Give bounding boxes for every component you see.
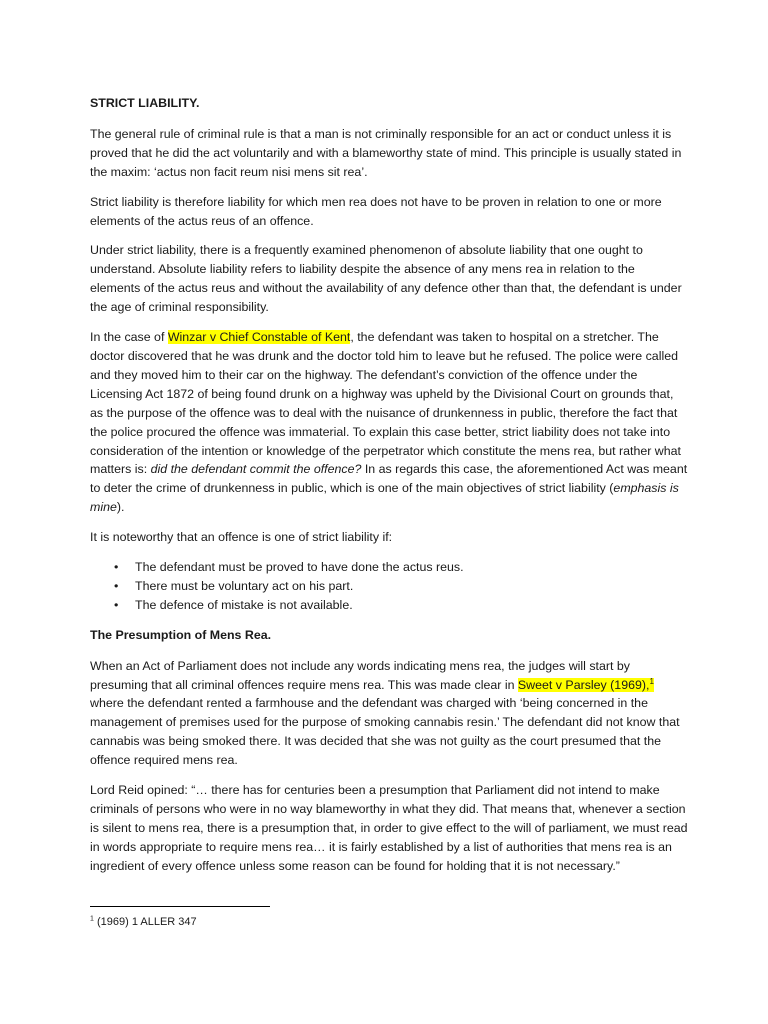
conditions-list [90, 558, 688, 615]
list-item-text: The defendant must be proved to have done the actus reus. [135, 560, 464, 575]
document-title: STRICT LIABILITY. [90, 96, 200, 110]
paragraph-lord-reid-quote: Lord Reid opined: “… there has for centuries been a presumption that Parliament did not intend to make criminals of persons who were in no way blameworthy in what they did. That means that, whenever a section is silent to mens rea, there is a presumption that, in order to give effect to the will of parliament, we must read in words appropriate to require mens rea… it is fairly established by a list of authorities that mens rea is an ingredient of every offence unless some reason can be found for holding that it is not necessary.” [90, 783, 688, 873]
footnote-text: (1969) 1 ALLER 347 [93, 916, 197, 928]
text-segment: , the defendant was taken to hospital on a stretcher. The doctor discovered that he was drunk and the doctor told him to leave but he refused. The police were called and they moved him to their car on the highway. The defendant’s conviction of the offence under the Licensing Act 1872 of being found drunk on a highway was upheld by the Divisional Court on grounds that, as the purpose of the offence was to deal with the nuisance of drunkenness in public, therefore the fact that the police procured the offence was immaterial. To explain this case better, strict liability does not take into consideration of the intention or knowledge of the perpetrator which constitute the mens rea, but rather what matters is: [90, 330, 681, 477]
paragraph-strict-liability-definition: Strict liability is therefore liability for which men rea does not have to be proven in relation to one or more elements of the actus reus of an offence. [90, 194, 662, 228]
italic-question: did the defendant commit the offence? [150, 462, 362, 477]
text-segment: where the defendant rented a farmhouse and the defendant was charged with ‘being concerned in the management of premises used for the purpose of smoking cannabis resin.’ The defendant did not know that cannabis was being smoked there. It was decided that she was not guilty as the court presumed that the offence required mens rea. [90, 696, 680, 768]
text-segment: When an Act of Parliament does not include any words indicating mens rea, the judges will start by presuming that all criminal offences require mens rea. This was made clear in [90, 658, 630, 692]
paragraph-winzar-case [90, 328, 688, 517]
paragraph-general-rule: The general rule of criminal rule is that a man is not criminally responsible for an act or conduct unless it is proved that he did the act voluntarily and with a blameworthy state of mind. This principle is usually stated in the maxim: ‘actus non facit reum nisi mens sit rea’. [90, 126, 682, 179]
list-item [114, 577, 688, 596]
bullet-icon: • [114, 578, 119, 593]
list-item-text: The defence of mistake is not available. [135, 597, 353, 612]
case-name-highlight-sweet [518, 678, 654, 692]
text-segment: ). [116, 500, 125, 515]
footnote-reference[interactable]: 1 [649, 676, 654, 686]
footnote-separator [90, 906, 270, 907]
list-item [114, 596, 688, 615]
paragraph-absolute-liability: Under strict liability, there is a frequently examined phenomenon of absolute liability that one ought to understand. Absolute liability refers to liability despite the absence of any mens rea in relation to the elements of the actus reus and without the availability of any defence other than that, the defendant is under the age of criminal responsibility. [90, 243, 682, 315]
footnote-number: 1 [90, 915, 94, 923]
italic-emphasis: emphasis is mine [90, 481, 679, 515]
list-item-text: There must be voluntary act on his part. [135, 578, 354, 593]
paragraph-sweet-v-parsley [90, 657, 688, 770]
text-segment: In the case of [90, 330, 168, 345]
case-name-highlight-winzar: Winzar v Chief Constable of Kent [167, 330, 351, 345]
list-item [114, 558, 688, 577]
bullet-icon: • [114, 597, 119, 612]
text-segment: In as regards this case, the aforementioned Act was meant to deter the crime of drunkenness in public, which is one of the main objectives of strict liability ( [90, 462, 688, 496]
bullet-icon: • [114, 560, 119, 575]
section-heading-presumption: The Presumption of Mens Rea. [90, 627, 272, 642]
footnote [90, 914, 197, 930]
paragraph-strict-liability-if: It is noteworthy that an offence is one of strict liability if: [90, 530, 393, 545]
case-name-text: Sweet v Parsley (1969), [517, 677, 650, 692]
